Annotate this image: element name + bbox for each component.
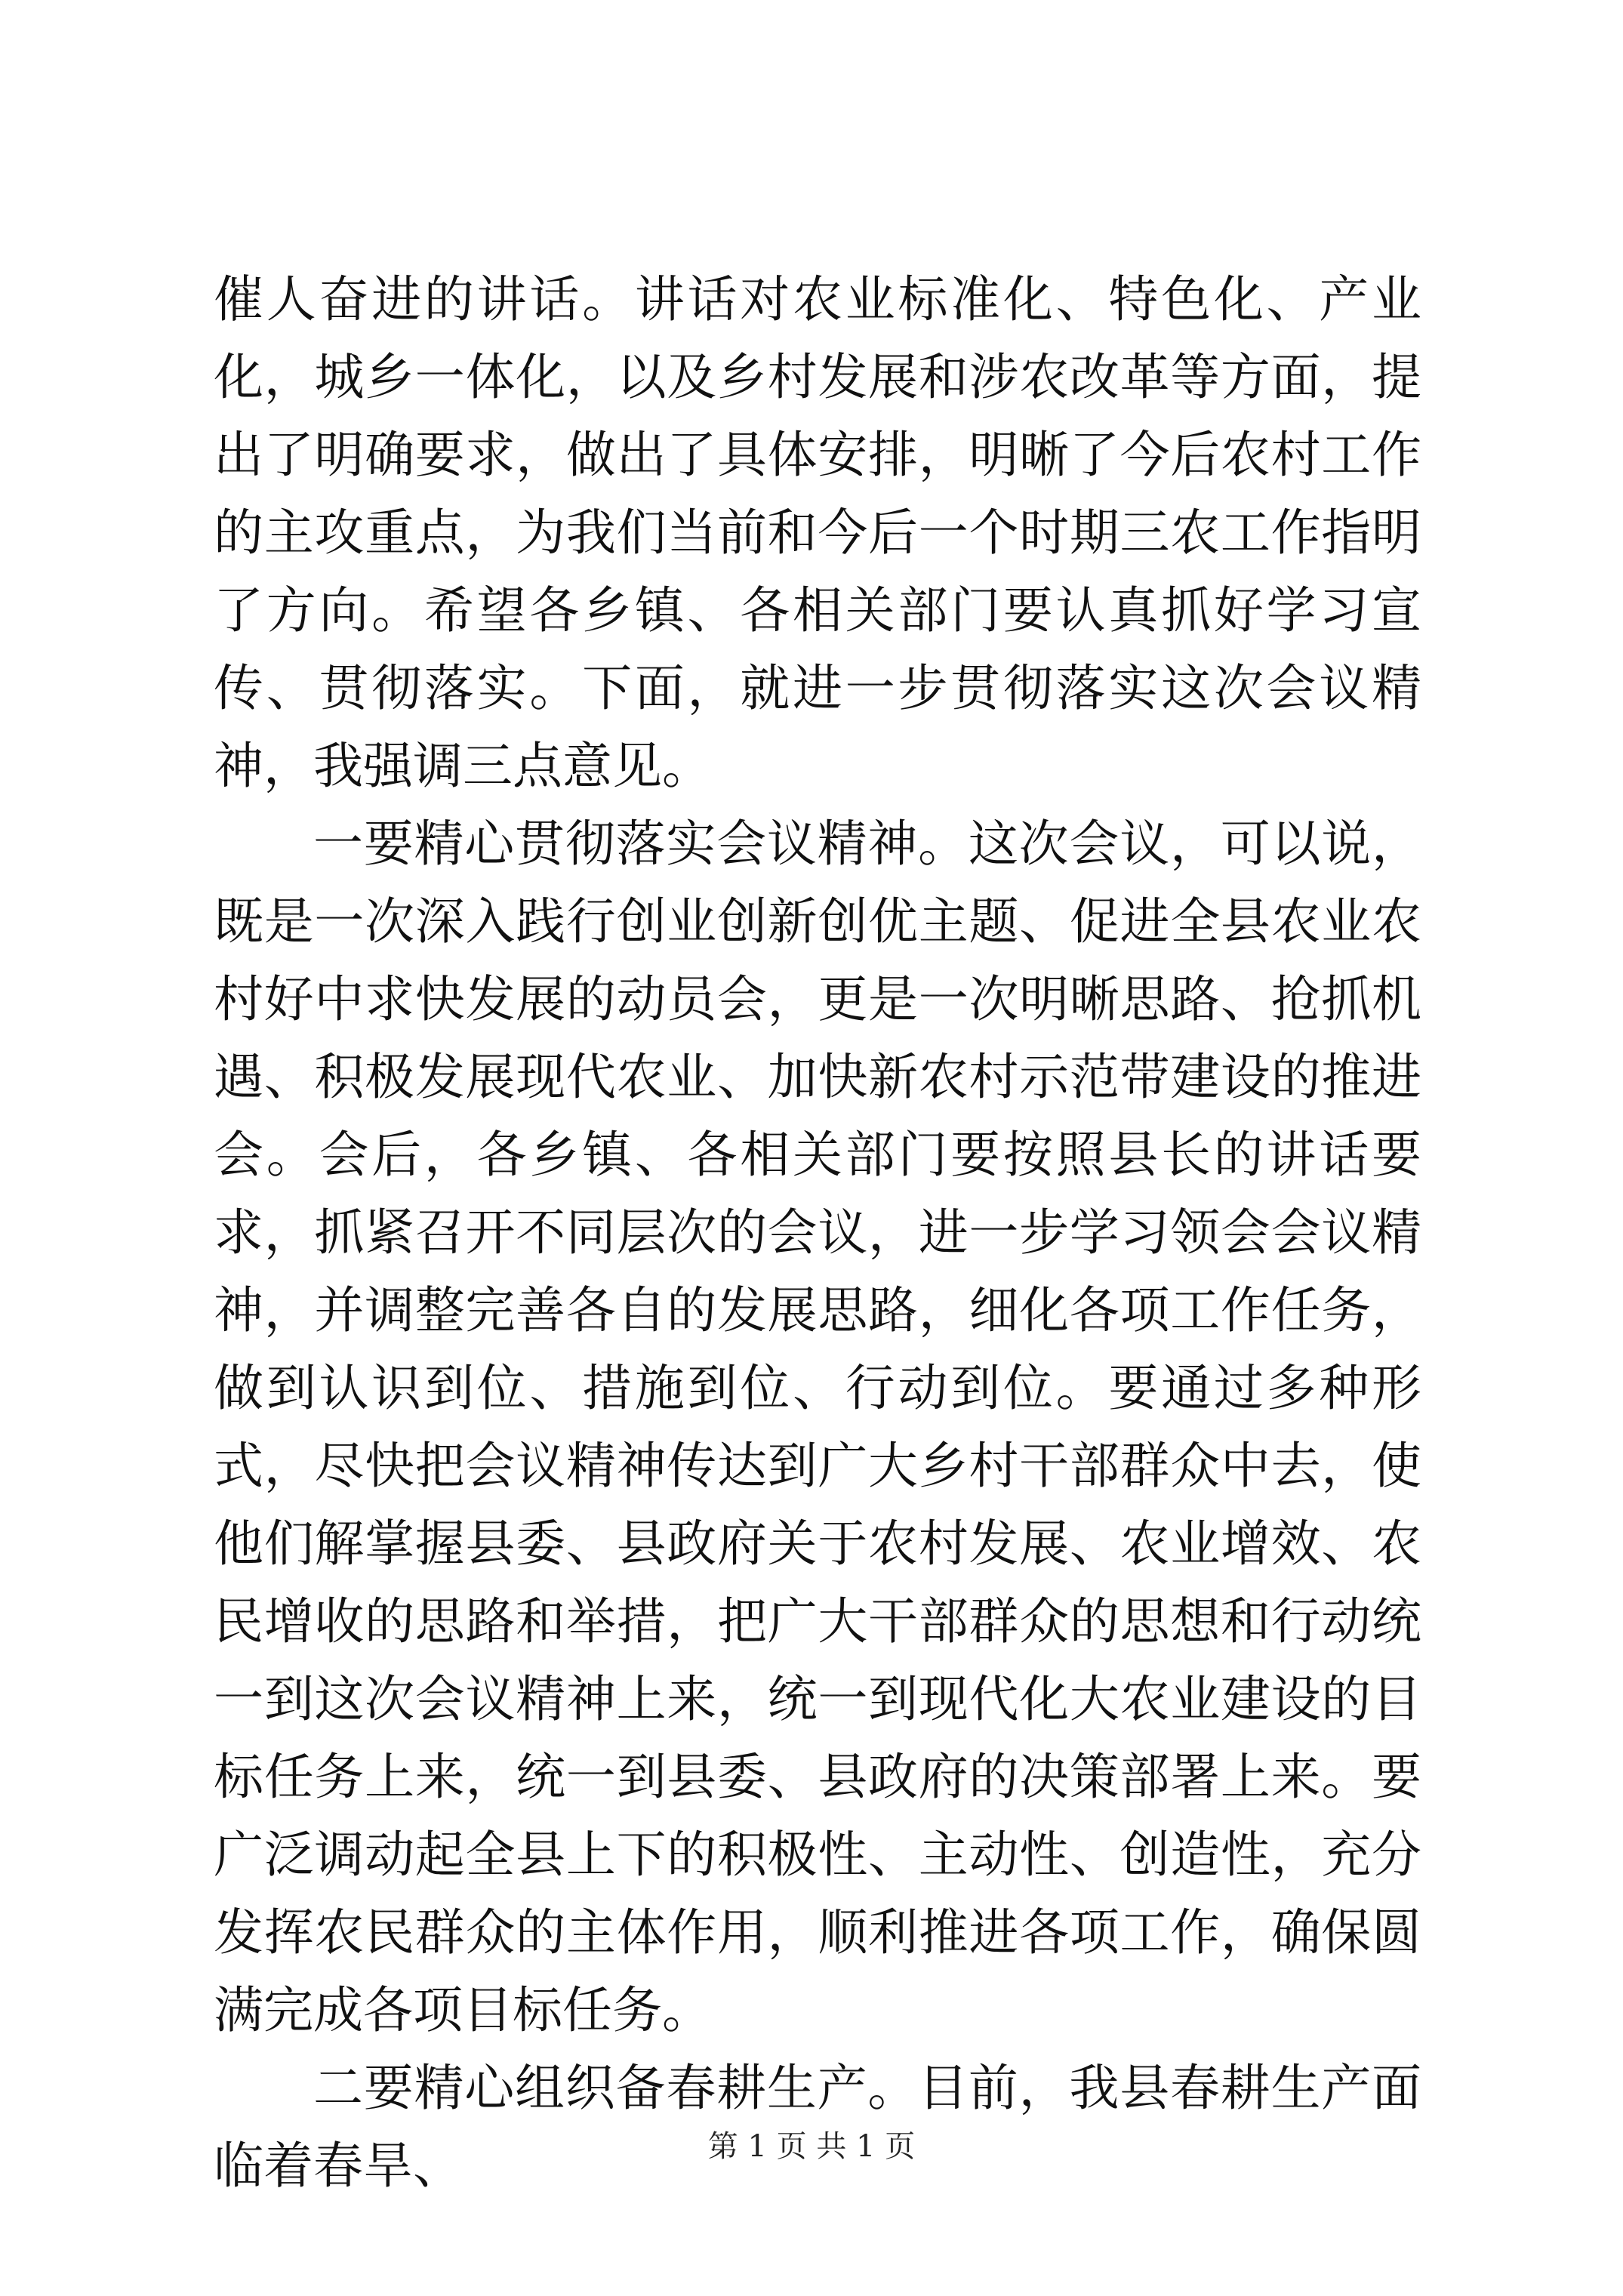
paragraph-continuation: 催人奋进的讲话。讲话对农业标准化、特色化、产业化，城乡一体化，以及乡村发展和涉农改革等方面，提出了明确要求，做出了具体安排，明晰了今后农村工作的主攻重点，为我们当前和今后一个时期三农工作指明了方向。希望各乡镇、各相关部门要认真抓好学习宣传、贯彻落实。下面，就进一步贯彻落实这次会议精神，我强调三点意见。 (214, 270, 1421, 795)
page-footer: 第 1 页 共 1 页 (707, 2129, 916, 2164)
paragraph-point-two: 二要精心组织备春耕生产。目前，我县春耕生产面临着春旱、 (214, 2059, 1421, 2195)
document-body (214, 260, 1421, 2205)
paragraph-point-one: 一要精心贯彻落实会议精神。这次会议，可以说，既是一次深入践行创业创新创优主题、促进全县农业农村好中求快发展的动员会，更是一次明晰思路、抢抓机遇、积极发展现代农业、加快新农村示范带建设的推进会。会后，各乡镇、各相关部门要按照县长的讲话要求，抓紧召开不同层次的会议，进一步学习领会会议精神，并调整完善各自的发展思路，细化各项工作任务，做到认识到位、措施到位、行动到位。要通过多种形式，尽快把会议精神传达到广大乡村干部群众中去，使他们解掌握县委、县政府关于农村发展、农业增效、农民增收的思路和举措，把广大干部群众的思想和行动统一到这次会议精神上来，统一到现代化大农业建设的目标任务上来，统一到县委、县政府的决策部署上来。要广泛调动起全县上下的积极性、主动性、创造性，充分发挥农民群众的主体作用，顺利推进各项工作，确保圆满完成各项目标任务。 (214, 815, 1421, 2039)
